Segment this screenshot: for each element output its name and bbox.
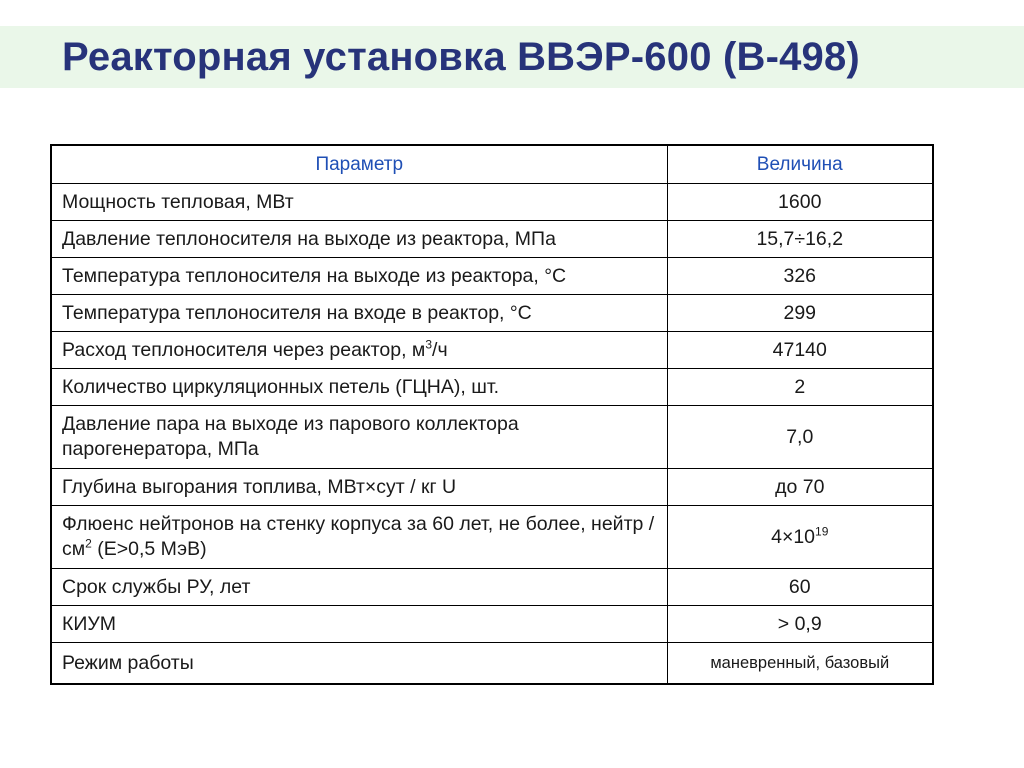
parameter-cell: Срок службы РУ, лет — [51, 569, 667, 606]
parameter-cell: Мощность тепловая, МВт — [51, 184, 667, 221]
table-row — [51, 506, 933, 569]
parameter-cell: Глубина выгорания топлива, МВт×сут / кг U — [51, 469, 667, 506]
table-row — [51, 295, 933, 332]
unit-superscript: 2 — [85, 536, 92, 551]
table-row — [51, 221, 933, 258]
value-cell: 299 — [667, 295, 933, 332]
parameter-cell: КИУМ — [51, 606, 667, 643]
value-cell: маневренный, базовый — [667, 643, 933, 685]
parameter-cell: Режим работы — [51, 643, 667, 685]
parameter-cell: Давление теплоносителя на выходе из реактора, МПа — [51, 221, 667, 258]
value-base: 4×10 — [771, 525, 816, 548]
parameter-cell: Температура теплоносителя на входе в реактор, °С — [51, 295, 667, 332]
value-cell — [667, 506, 933, 569]
page-title: Реакторная установка ВВЭР-600 (В-498) — [62, 35, 860, 79]
table-row — [51, 406, 933, 469]
column-header-value: Величина — [667, 145, 933, 184]
value-exponent: 19 — [815, 524, 829, 538]
unit-superscript: 3 — [425, 337, 433, 351]
table-row — [51, 469, 933, 506]
parameter-cell: Температура теплоносителя на выходе из реактора, °С — [51, 258, 667, 295]
parameter-cell — [51, 506, 667, 569]
table-row — [51, 184, 933, 221]
parameter-cell: Давление пара на выходе из парового коллектора парогенератора, МПа — [51, 406, 667, 469]
value-cell: до 70 — [667, 469, 933, 506]
value-cell: 15,7÷16,2 — [667, 221, 933, 258]
value-cell: 47140 — [667, 332, 933, 369]
table-row — [51, 332, 933, 369]
table-row — [51, 258, 933, 295]
value-cell: 60 — [667, 569, 933, 606]
column-header-parameter: Параметр — [51, 145, 667, 184]
parameter-text-suffix: (Е>0,5 МэВ) — [91, 538, 207, 560]
table-row — [51, 643, 933, 685]
value-cell: 326 — [667, 258, 933, 295]
parameter-text: Флюенс нейтронов на стенку корпуса за 60 лет, не более, нейтр / см — [62, 513, 655, 560]
table-row — [51, 569, 933, 606]
table-row — [51, 369, 933, 406]
parameter-cell — [51, 332, 667, 369]
table-row — [51, 606, 933, 643]
table-header-row — [51, 145, 933, 184]
value-cell: 2 — [667, 369, 933, 406]
value-cell: 1600 — [667, 184, 933, 221]
value-cell: > 0,9 — [667, 606, 933, 643]
parameter-text: Расход теплоносителя через реактор, м — [62, 338, 426, 361]
parameter-cell: Количество циркуляционных петель (ГЦНА), шт. — [51, 369, 667, 406]
value-cell: 7,0 — [667, 406, 933, 469]
parameters-table — [50, 144, 934, 685]
parameter-text-suffix: /ч — [432, 338, 448, 361]
